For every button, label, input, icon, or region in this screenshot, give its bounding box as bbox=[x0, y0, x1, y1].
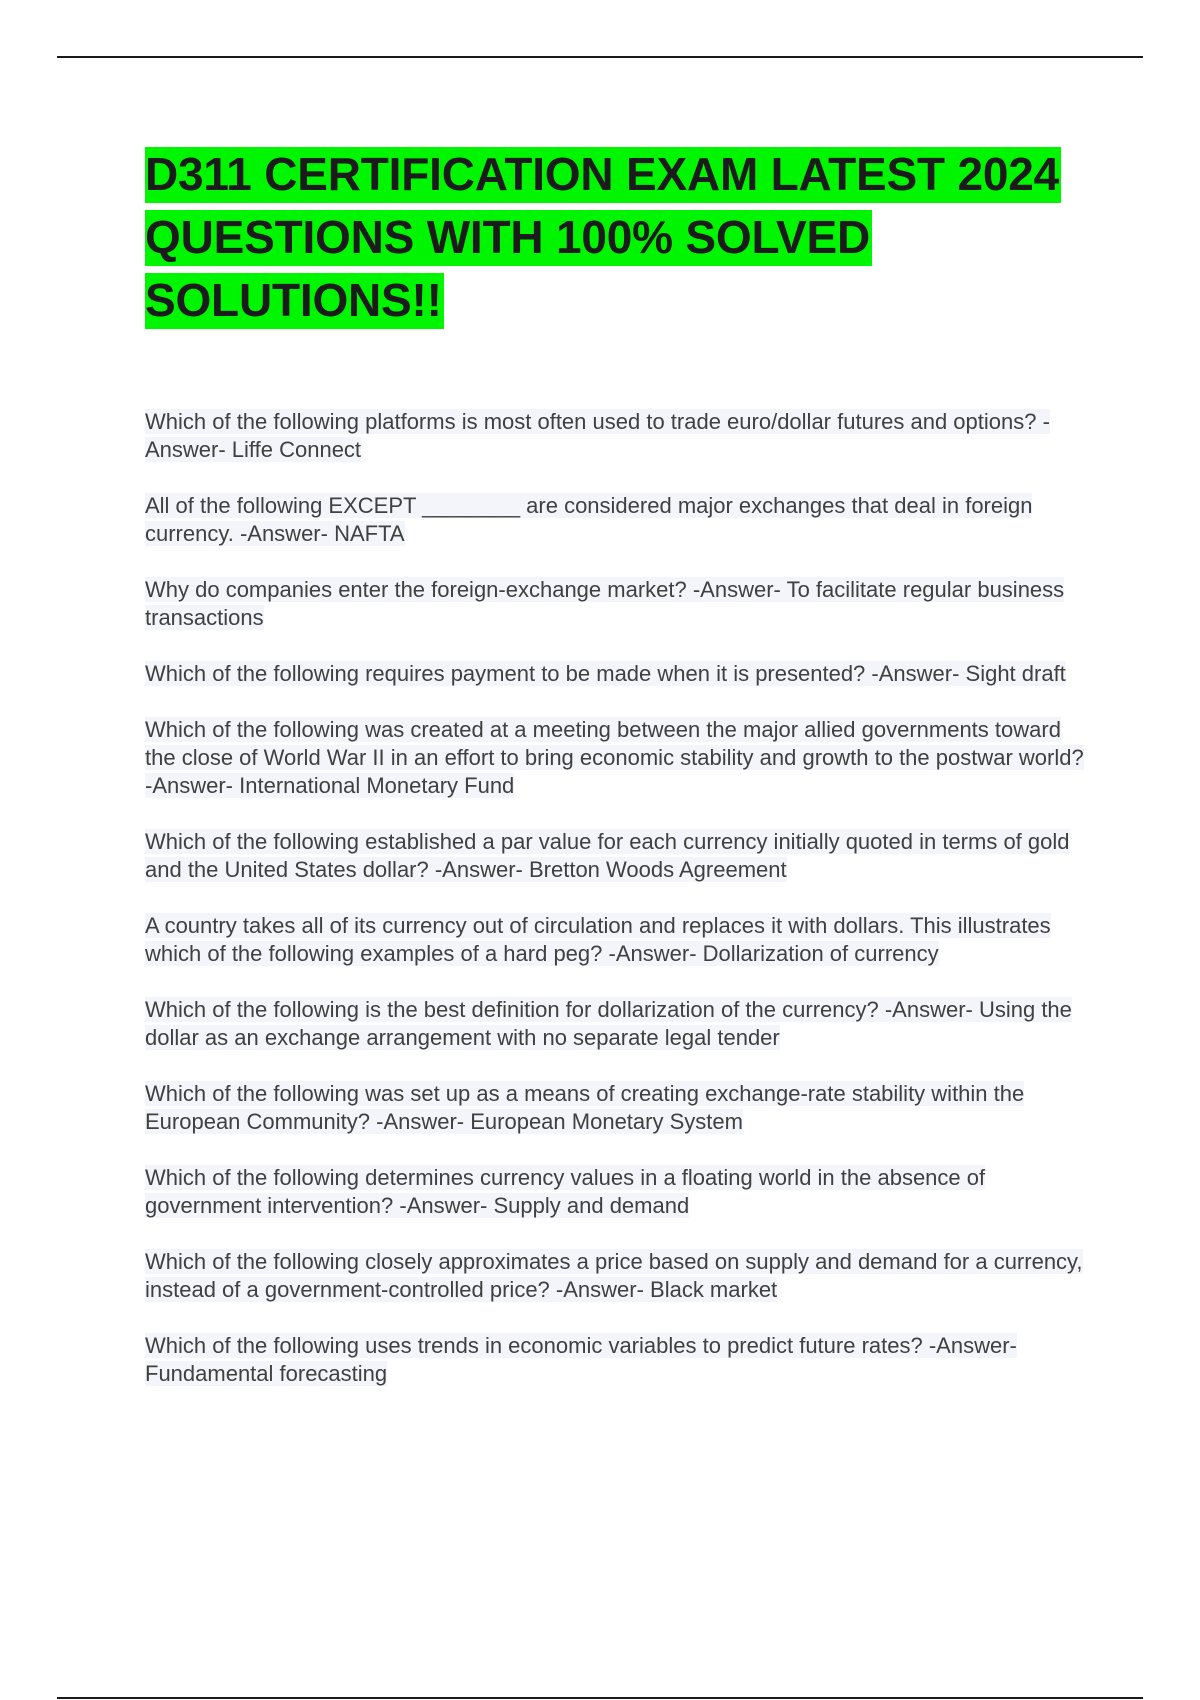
qa-item bbox=[145, 408, 1085, 464]
qa-item-text: Why do companies enter the foreign-exchange market? -Answer- To facilitate regular business transactions bbox=[145, 577, 1065, 630]
qa-item-text: Which of the following is the best definition for dollarization of the currency? -Answer- Using the dollar as an exchange arrangement with no separate legal tender bbox=[145, 997, 1072, 1050]
document-title-text: D311 CERTIFICATION EXAM LATEST 2024 QUESTIONS WITH 100% SOLVED SOLUTIONS!! bbox=[145, 147, 1061, 329]
document-title bbox=[145, 143, 1085, 332]
qa-item bbox=[145, 1164, 1085, 1220]
bottom-rule bbox=[57, 1697, 1143, 1699]
qa-item bbox=[145, 1248, 1085, 1304]
qa-item bbox=[145, 1332, 1085, 1388]
document-page bbox=[145, 143, 1085, 1416]
qa-item bbox=[145, 1080, 1085, 1136]
qa-item-text: All of the following EXCEPT ________ are considered major exchanges that deal in foreign currency. -Answer- NAFTA bbox=[145, 493, 1033, 546]
qa-item bbox=[145, 828, 1085, 884]
qa-item-text: Which of the following was set up as a means of creating exchange-rate stability within the European Community? -Answer- European Monetary System bbox=[145, 1081, 1025, 1134]
qa-item-text: Which of the following platforms is most often used to trade euro/dollar futures and options? -Answer- Liffe Connect bbox=[145, 409, 1050, 462]
qa-item-text: Which of the following established a par value for each currency initially quoted in terms of gold and the United States dollar? -Answer- Bretton Woods Agreement bbox=[145, 829, 1070, 882]
qa-item bbox=[145, 492, 1085, 548]
top-rule bbox=[57, 56, 1143, 58]
qa-item bbox=[145, 912, 1085, 968]
qa-item-text: Which of the following determines currency values in a floating world in the absence of government intervention? -Answer- Supply and demand bbox=[145, 1165, 986, 1218]
qa-item-text: Which of the following uses trends in economic variables to predict future rates? -Answer- Fundamental forecasting bbox=[145, 1333, 1017, 1386]
qa-item bbox=[145, 716, 1085, 800]
qa-item-text: A country takes all of its currency out of circulation and replaces it with dollars. This illustrates which of the following examples of a hard peg? -Answer- Dollarization of currency bbox=[145, 913, 1051, 966]
qa-item bbox=[145, 996, 1085, 1052]
qa-list bbox=[145, 408, 1085, 1388]
qa-item-text: Which of the following closely approximates a price based on supply and demand for a currency, instead of a government-controlled price? -Answer- Black market bbox=[145, 1249, 1083, 1302]
qa-item bbox=[145, 660, 1085, 688]
qa-item bbox=[145, 576, 1085, 632]
qa-item-text: Which of the following requires payment to be made when it is presented? -Answer- Sight draft bbox=[145, 661, 1066, 686]
qa-item-text: Which of the following was created at a meeting between the major allied governments toward the close of World War II in an effort to bring economic stability and growth to the postwar world? -Answer- International Monetary Fund bbox=[145, 717, 1084, 798]
